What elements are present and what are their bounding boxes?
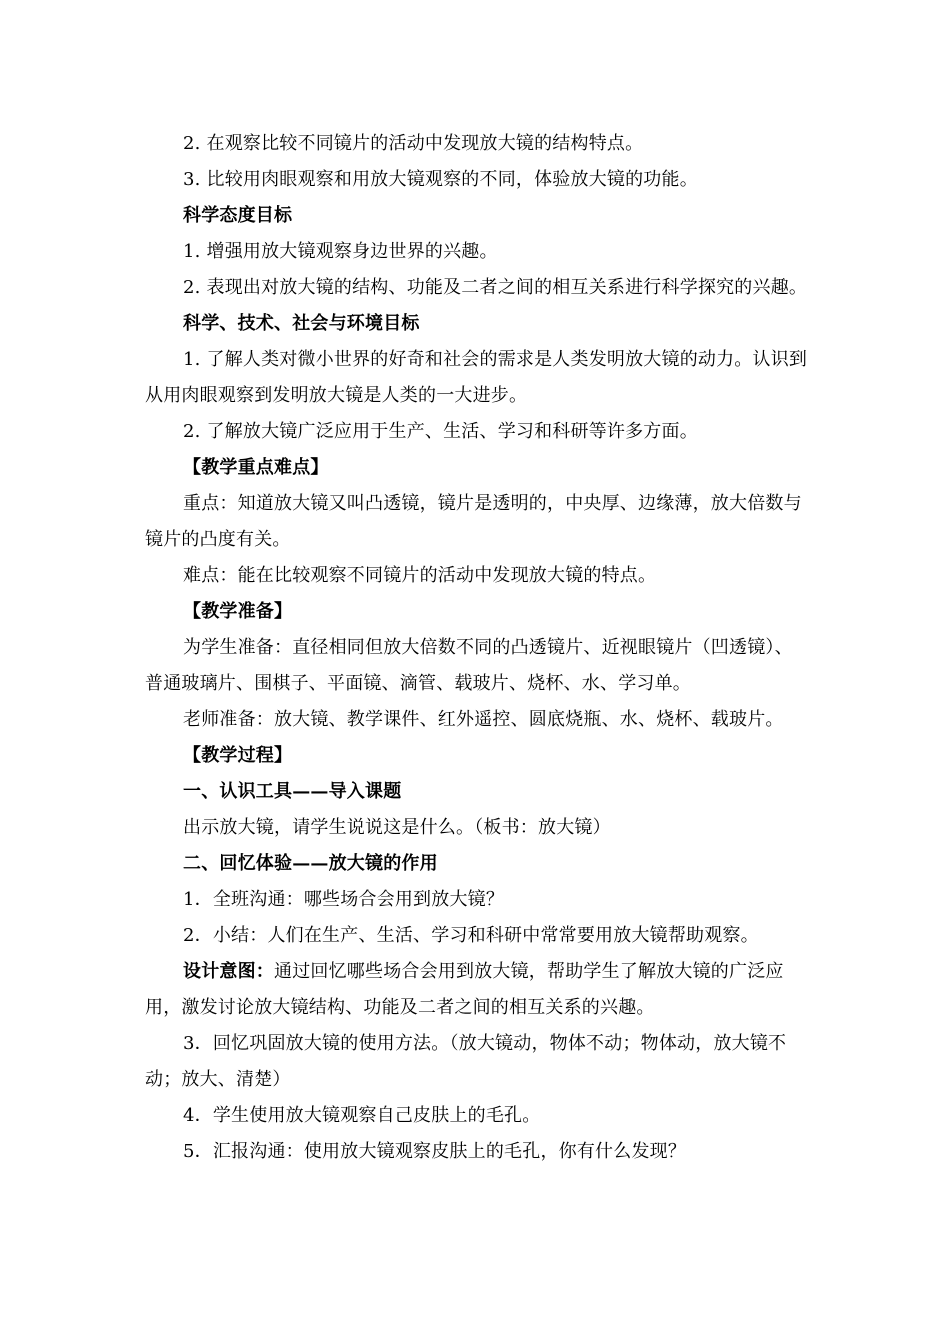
paragraph: 1．全班沟通：哪些场合会用到放大镜？ [183, 889, 505, 910]
paragraph: 2. 在观察比较不同镜片的活动中发现放大镜的结构特点。 [183, 133, 644, 154]
section-heading: 【教学重点难点】 [183, 457, 329, 478]
section-heading: 二、回忆体验——放大镜的作用 [183, 853, 438, 874]
section-heading: 【教学准备】 [183, 601, 293, 622]
design-intent-label: 设计意图： [183, 961, 274, 982]
section-heading: 科学态度目标 [183, 205, 293, 226]
section-heading: 科学、技术、社会与环境目标 [183, 313, 420, 334]
paragraph: 2．小结：人们在生产、生活、学习和科研中常常要用放大镜帮助观察。 [183, 925, 759, 946]
paragraph: 为学生准备：直径相同但放大倍数不同的凸透镜片、近视眼镜片（凹透镜）、普通玻璃片、围棋子、平面镜、滴管、载玻片、烧杯、水、学习单。 [145, 637, 793, 694]
section-heading: 一、认识工具——导入课题 [183, 781, 402, 802]
paragraph: 3．回忆巩固放大镜的使用方法。（放大镜动，物体不动；物体动，放大镜不动；放大、清楚） [145, 1033, 787, 1090]
design-intent-text: 通过回忆哪些场合会用到放大镜，帮助学生了解放大镜的广泛应用，激发讨论放大镜结构、功能及二者之间的相互关系的兴趣。 [145, 961, 784, 1018]
document-body [145, 126, 809, 1170]
paragraph: 老师准备：放大镜、教学课件、红外遥控、圆底烧瓶、水、烧杯、载玻片。 [183, 709, 784, 730]
paragraph: 3. 比较用肉眼观察和用放大镜观察的不同，体验放大镜的功能。 [183, 169, 698, 190]
paragraph: 重点：知道放大镜又叫凸透镜，镜片是透明的，中央厚、边缘薄，放大倍数与镜片的凸度有关。 [145, 493, 802, 550]
paragraph: 2. 了解放大镜广泛应用于生产、生活、学习和科研等许多方面。 [183, 421, 698, 442]
paragraph: 5．汇报沟通：使用放大镜观察皮肤上的毛孔，你有什么发现？ [183, 1141, 687, 1162]
paragraph: 2. 表现出对放大镜的结构、功能及二者之间的相互关系进行科学探究的兴趣。 [183, 277, 808, 298]
paragraph: 出示放大镜，请学生说说这是什么。（板书：放大镜） [183, 817, 611, 838]
paragraph: 1. 增强用放大镜观察身边世界的兴趣。 [183, 241, 498, 262]
paragraph [145, 954, 809, 1026]
paragraph: 1. 了解人类对微小世界的好奇和社会的需求是人类发明放大镜的动力。认识到从用肉眼观察到发明放大镜是人类的一大进步。 [145, 349, 808, 406]
section-heading: 【教学过程】 [183, 745, 293, 766]
paragraph: 4．学生使用放大镜观察自己皮肤上的毛孔。 [183, 1105, 541, 1126]
paragraph: 难点：能在比较观察不同镜片的活动中发现放大镜的特点。 [183, 565, 657, 586]
